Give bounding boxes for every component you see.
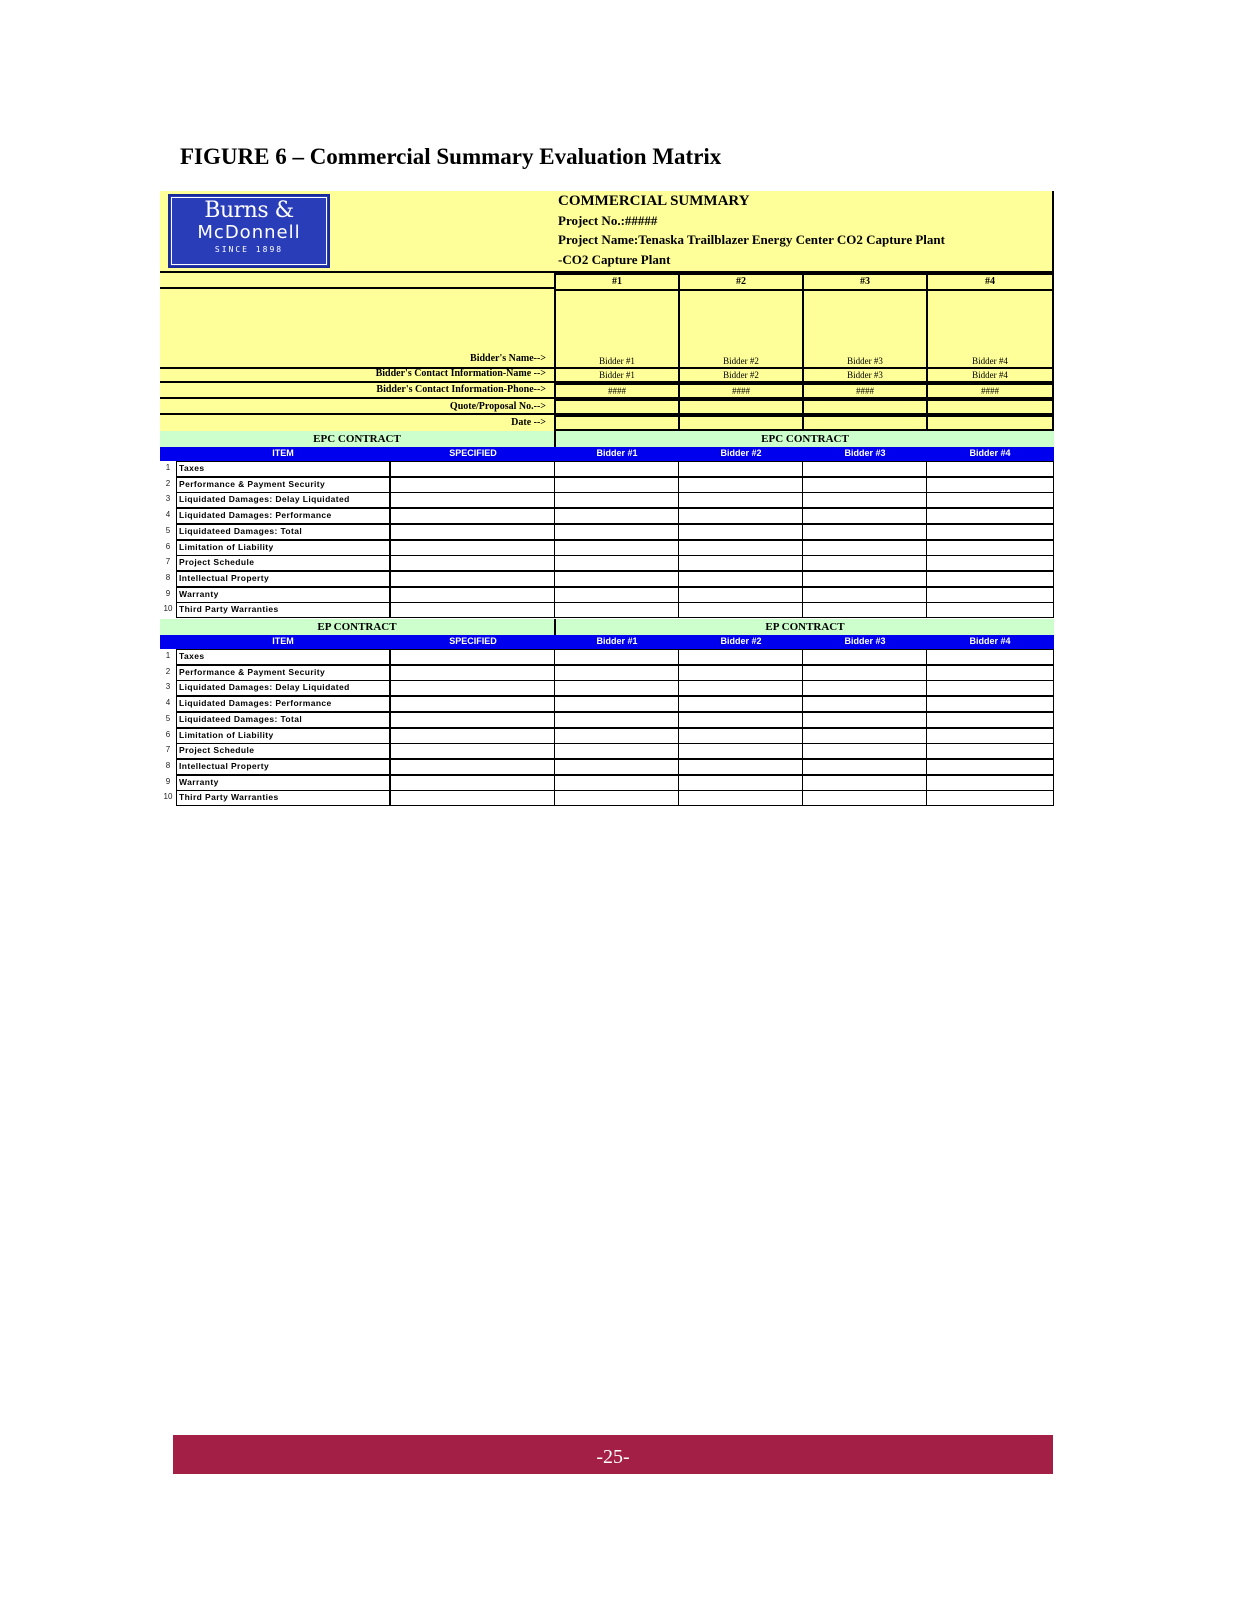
value-cell[interactable]	[926, 775, 1054, 791]
value-cell[interactable]	[926, 587, 1054, 603]
item-cell: Taxes	[176, 649, 390, 665]
contact-phone-row	[160, 383, 1054, 399]
value-cell[interactable]	[390, 587, 556, 603]
value-cell[interactable]	[678, 743, 804, 759]
table-row	[160, 649, 1054, 665]
bidder-col-4: #4	[926, 273, 1054, 291]
bidder-col-1: #1	[554, 273, 680, 291]
value-cell[interactable]	[678, 571, 804, 587]
item-cell: Liquidated Damages: Delay Liquidated	[176, 680, 390, 696]
item-cell: Limitation of Liability	[176, 728, 390, 744]
row-number: 2	[165, 478, 171, 488]
quote-cell-4	[926, 399, 1054, 415]
value-cell[interactable]	[678, 461, 804, 477]
value-cell[interactable]	[802, 759, 928, 775]
value-cell[interactable]	[926, 712, 1054, 728]
bidder-name-label: Bidder's Name-->	[470, 353, 546, 364]
date-cell-1	[554, 415, 680, 431]
table-row	[160, 696, 1054, 712]
value-cell[interactable]	[926, 492, 1054, 508]
value-cell[interactable]	[678, 712, 804, 728]
row-number: 4	[165, 510, 171, 520]
date-cell-3	[802, 415, 928, 431]
value-cell[interactable]	[802, 540, 928, 556]
project-name-cont: -CO2 Capture Plant	[558, 252, 671, 267]
value-cell[interactable]	[554, 508, 680, 524]
value-cell[interactable]	[802, 587, 928, 603]
item-cell: Warranty	[176, 775, 390, 791]
matrix-header	[160, 191, 1054, 273]
section-1-column-header	[160, 447, 1054, 461]
row-number: 10	[163, 604, 173, 614]
contact-name-4: Bidder #4	[926, 367, 1054, 383]
section-1-header	[160, 431, 1054, 447]
value-cell[interactable]	[554, 477, 680, 493]
value-cell[interactable]	[926, 477, 1054, 493]
value-cell[interactable]	[802, 524, 928, 540]
contact-name-label: Bidder's Contact Information-Name -->	[375, 368, 546, 379]
row-number: 1	[165, 463, 171, 472]
value-cell[interactable]	[390, 555, 556, 571]
row-number: 7	[165, 745, 171, 755]
row-number: 2	[165, 666, 171, 676]
item-cell: Liquidated Damages: Delay Liquidated	[176, 492, 390, 508]
value-cell[interactable]	[802, 680, 928, 696]
value-cell[interactable]	[390, 492, 556, 508]
figure-title: FIGURE 6 – Commercial Summary Evaluation Matrix	[180, 144, 722, 169]
section-title-right: EP CONTRACT	[554, 619, 1054, 635]
item-cell: Intellectual Property	[176, 571, 390, 587]
value-cell[interactable]	[802, 649, 928, 665]
value-cell[interactable]	[390, 665, 556, 681]
value-cell[interactable]	[926, 571, 1054, 587]
value-cell[interactable]	[678, 790, 804, 806]
value-cell[interactable]	[678, 696, 804, 712]
contact-name-row	[160, 367, 1054, 383]
table-row	[160, 492, 1054, 508]
value-cell[interactable]	[390, 790, 556, 806]
item-cell: Performance & Payment Security	[176, 665, 390, 681]
row-number: 6	[165, 729, 171, 739]
row-number: 9	[165, 588, 171, 598]
value-cell[interactable]	[926, 743, 1054, 759]
column-header: Bidder #4	[969, 448, 1011, 458]
value-cell[interactable]	[926, 649, 1054, 665]
value-cell[interactable]	[926, 680, 1054, 696]
row-number: 4	[165, 698, 171, 708]
summary-title: COMMERCIAL SUMMARY	[558, 193, 750, 209]
quote-row	[160, 399, 1054, 415]
table-row	[160, 555, 1054, 571]
contact-phone-2: ####	[678, 383, 804, 399]
bidder-col-2: #2	[678, 273, 804, 291]
item-cell: Limitation of Liability	[176, 540, 390, 556]
date-cell-4	[926, 415, 1054, 431]
value-cell[interactable]	[802, 492, 928, 508]
value-cell[interactable]	[554, 492, 680, 508]
value-cell[interactable]	[802, 461, 928, 477]
table-row	[160, 602, 1054, 618]
value-cell[interactable]	[678, 665, 804, 681]
column-header: SPECIFIED	[449, 448, 497, 458]
row-number: 10	[163, 792, 173, 802]
value-cell[interactable]	[678, 524, 804, 540]
row-number: 3	[165, 682, 171, 692]
value-cell[interactable]	[802, 571, 928, 587]
date-row	[160, 415, 1054, 431]
column-header: Bidder #2	[720, 636, 762, 646]
value-cell[interactable]	[554, 571, 680, 587]
value-cell[interactable]	[678, 555, 804, 571]
table-row	[160, 524, 1054, 540]
value-cell[interactable]	[390, 775, 556, 791]
value-cell[interactable]	[554, 524, 680, 540]
item-cell: Third Party Warranties	[176, 602, 390, 618]
value-cell[interactable]	[678, 477, 804, 493]
value-cell[interactable]	[926, 602, 1054, 618]
value-cell[interactable]	[926, 759, 1054, 775]
bidder-name-row	[160, 289, 1054, 369]
item-cell: Liquidated Damages: Performance	[176, 508, 390, 524]
value-cell[interactable]	[926, 665, 1054, 681]
table-row	[160, 508, 1054, 524]
quote-cell-2	[678, 399, 804, 415]
section-2-column-header	[160, 635, 1054, 649]
table-row	[160, 665, 1054, 681]
value-cell[interactable]	[554, 775, 680, 791]
logo-line-2: McDonnell	[197, 222, 301, 243]
value-cell[interactable]	[554, 712, 680, 728]
value-cell[interactable]	[390, 649, 556, 665]
project-number: Project No.:#####	[558, 213, 658, 228]
value-cell[interactable]	[390, 759, 556, 775]
contact-name-2: Bidder #2	[678, 367, 804, 383]
column-header: Bidder #1	[596, 448, 638, 458]
row-number: 1	[165, 651, 171, 660]
column-header: Bidder #2	[720, 448, 762, 458]
bidder-name-3: Bidder #3	[802, 289, 928, 369]
value-cell[interactable]	[390, 477, 556, 493]
bidder-name-4: Bidder #4	[926, 289, 1054, 369]
table-row	[160, 680, 1054, 696]
table-row	[160, 540, 1054, 556]
value-cell[interactable]	[554, 743, 680, 759]
value-cell[interactable]	[926, 728, 1054, 744]
quote-cell-3	[802, 399, 928, 415]
column-header: Bidder #3	[844, 636, 886, 646]
value-cell[interactable]	[802, 743, 928, 759]
section-title-right: EPC CONTRACT	[554, 431, 1054, 447]
table-row	[160, 461, 1054, 477]
table-row	[160, 759, 1054, 775]
contact-phone-4: ####	[926, 383, 1054, 399]
value-cell[interactable]	[554, 602, 680, 618]
bidder-col-3: #3	[802, 273, 928, 291]
section-title-left: EPC CONTRACT	[160, 431, 554, 447]
value-cell[interactable]	[802, 775, 928, 791]
item-cell: Intellectual Property	[176, 759, 390, 775]
value-cell[interactable]	[554, 728, 680, 744]
value-cell[interactable]	[678, 587, 804, 603]
value-cell[interactable]	[554, 555, 680, 571]
value-cell[interactable]	[390, 461, 556, 477]
value-cell[interactable]	[802, 696, 928, 712]
value-cell[interactable]	[390, 712, 556, 728]
bidder-info-block	[160, 273, 1054, 431]
value-cell[interactable]	[926, 540, 1054, 556]
value-cell[interactable]	[678, 540, 804, 556]
quote-label: Quote/Proposal No.-->	[449, 401, 546, 412]
contact-phone-1: ####	[554, 383, 680, 399]
value-cell[interactable]	[554, 696, 680, 712]
quote-cell-1	[554, 399, 680, 415]
item-cell: Performance & Payment Security	[176, 477, 390, 493]
column-header: ITEM	[272, 636, 294, 646]
value-cell[interactable]	[554, 649, 680, 665]
column-header: Bidder #3	[844, 448, 886, 458]
row-number: 8	[165, 572, 171, 582]
row-number: 8	[165, 760, 171, 770]
value-cell[interactable]	[390, 696, 556, 712]
row-number: 3	[165, 494, 171, 504]
value-cell[interactable]	[390, 540, 556, 556]
value-cell[interactable]	[926, 555, 1054, 571]
table-row	[160, 743, 1054, 759]
contact-name-1: Bidder #1	[554, 367, 680, 383]
value-cell[interactable]	[678, 508, 804, 524]
table-row	[160, 587, 1054, 603]
value-cell[interactable]	[678, 728, 804, 744]
value-cell[interactable]	[926, 508, 1054, 524]
value-cell[interactable]	[390, 524, 556, 540]
column-header: SPECIFIED	[449, 636, 497, 646]
value-cell[interactable]	[802, 728, 928, 744]
value-cell[interactable]	[802, 712, 928, 728]
contact-name-3: Bidder #3	[802, 367, 928, 383]
item-cell: Liquidated Damages: Performance	[176, 696, 390, 712]
value-cell[interactable]	[554, 540, 680, 556]
value-cell[interactable]	[390, 680, 556, 696]
table-row	[160, 775, 1054, 791]
value-cell[interactable]	[926, 790, 1054, 806]
value-cell[interactable]	[554, 665, 680, 681]
value-cell[interactable]	[802, 555, 928, 571]
value-cell[interactable]	[678, 759, 804, 775]
page-number: -25-	[596, 1446, 630, 1468]
column-header: Bidder #4	[969, 636, 1011, 646]
section-title-left: EP CONTRACT	[160, 619, 554, 635]
table-row	[160, 790, 1054, 806]
table-row	[160, 571, 1054, 587]
page-footer	[173, 1435, 1053, 1474]
value-cell[interactable]	[390, 508, 556, 524]
section-2-header	[160, 619, 1054, 635]
column-header: Bidder #1	[596, 636, 638, 646]
item-cell: Project Schedule	[176, 555, 390, 571]
value-cell[interactable]	[554, 759, 680, 775]
contact-phone-3: ####	[802, 383, 928, 399]
row-number: 7	[165, 557, 171, 567]
project-name: Project Name:Tenaska Trailblazer Energy Center CO2 Capture Plant	[558, 232, 945, 247]
item-cell: Liquidateed Damages: Total	[176, 524, 390, 540]
value-cell[interactable]	[926, 524, 1054, 540]
value-cell[interactable]	[390, 571, 556, 587]
value-cell[interactable]	[554, 587, 680, 603]
item-cell: Liquidateed Damages: Total	[176, 712, 390, 728]
table-row	[160, 477, 1054, 493]
value-cell[interactable]	[390, 728, 556, 744]
value-cell[interactable]	[554, 790, 680, 806]
value-cell[interactable]	[802, 477, 928, 493]
value-cell[interactable]	[802, 790, 928, 806]
date-cell-2	[678, 415, 804, 431]
bidder-number-row	[160, 273, 1054, 289]
value-cell[interactable]	[390, 602, 556, 618]
bidder-name-1: Bidder #1	[554, 289, 680, 369]
logo-line-1: Burns &	[204, 198, 294, 223]
value-cell[interactable]	[678, 602, 804, 618]
row-number: 5	[165, 525, 171, 535]
row-number: 9	[165, 776, 171, 786]
value-cell[interactable]	[554, 461, 680, 477]
date-label: Date -->	[511, 417, 546, 428]
item-cell: Warranty	[176, 587, 390, 603]
row-number: 6	[165, 541, 171, 551]
value-cell[interactable]	[926, 461, 1054, 477]
value-cell[interactable]	[678, 492, 804, 508]
value-cell[interactable]	[678, 680, 804, 696]
contact-phone-label: Bidder's Contact Information-Phone-->	[376, 384, 546, 395]
item-cell: Third Party Warranties	[176, 790, 390, 806]
row-number: 5	[165, 713, 171, 723]
commercial-summary-matrix	[160, 191, 1054, 817]
value-cell[interactable]	[802, 665, 928, 681]
bidder-name-2: Bidder #2	[678, 289, 804, 369]
value-cell[interactable]	[802, 508, 928, 524]
value-cell[interactable]	[678, 649, 804, 665]
logo-line-3: SINCE 1898	[214, 245, 284, 254]
value-cell[interactable]	[802, 602, 928, 618]
value-cell[interactable]	[390, 743, 556, 759]
value-cell[interactable]	[678, 775, 804, 791]
column-header: ITEM	[272, 448, 294, 458]
item-cell: Project Schedule	[176, 743, 390, 759]
value-cell[interactable]	[554, 680, 680, 696]
value-cell[interactable]	[926, 696, 1054, 712]
table-row	[160, 712, 1054, 728]
item-cell: Taxes	[176, 461, 390, 477]
table-row	[160, 728, 1054, 744]
company-logo	[168, 194, 330, 268]
